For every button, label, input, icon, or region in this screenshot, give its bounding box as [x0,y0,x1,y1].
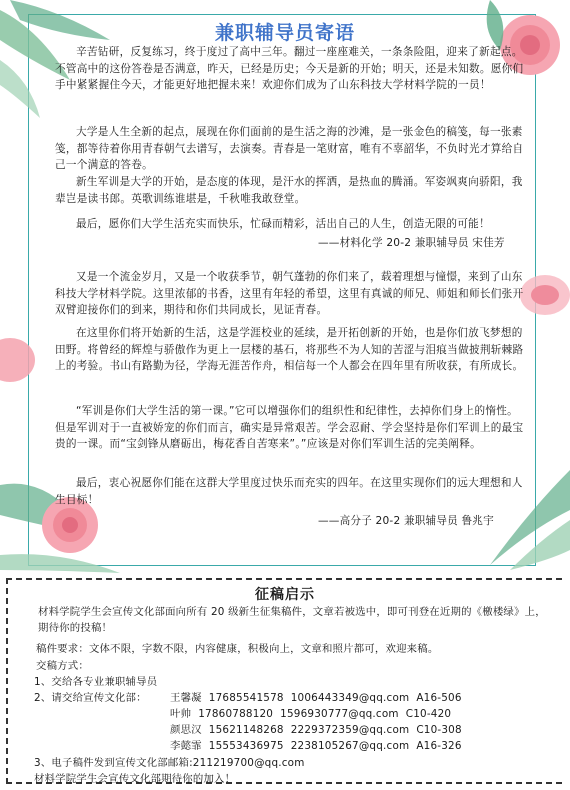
letter1-paragraph-2: 大学是人生全新的起点，展现在你们面前的是生活之海的沙滩，是一张金色的稿笺，每一张素笺，都等待着你用青春朝气去谱写，去演奏。青春是一笔财富，唯有不辜韶华，不负时光才算给自己一个满意的答卷。 [55,126,524,172]
letter2-paragraph-1: 又是一个流金岁月，又是一个收获季节，朝气蓬勃的你们来了，载着理想与憧憬，来到了山东科技大学材料学院。这里浓郁的书香，这里有年轻的希望，这里有真诚的师兄、师姐和师长们张开双臂迎接你们的到来，期待和你们共同成长，见证青春。 [55,271,524,317]
letter2-signature: ——高分子 20-2 兼职辅导员 鲁兆宇 [318,515,494,527]
call-method-3: 3、电子稿件发到宣传文化部邮箱:211219700@qq.com [34,757,305,769]
contact-row [170,721,462,736]
contact-phone: 17860788120 [198,708,274,720]
contact-phone: 15621148268 [208,724,284,736]
contact-phone: 15553436975 [208,740,284,752]
call-methods-label: 交稿方式： [36,660,89,672]
call-method-2: 2、请交给宣传文化部： [34,692,147,704]
bottom-left-rose-icon [0,455,130,575]
contact-name: 颜思汉 [170,724,202,736]
contact-qq[interactable]: 1006443349@qq.com [290,692,410,704]
contact-row [170,705,451,720]
contact-room: A16-506 [416,692,462,704]
letter2-paragraph-3: “军训是你们大学生活的第一课。”它可以增强你们的组织性和纪律性，去掉你们身上的惰性。但是军训对于一直被娇宠的你们而言，确实是异常艰苦。学会忍耐、学会坚持是你们军训上的最宝贵的一课。而“宝剑锋从磨砺出，梅花香自苦寒来”。”应该是对你们军训生活的完美阐释。 [55,405,524,451]
page-title: 兼职辅导员寄语 [214,22,355,44]
contact-qq[interactable]: 1596930777@qq.com [280,708,399,720]
contact-name: 李懿霏 [170,740,202,752]
contact-phone: 17685541578 [208,692,284,704]
mid-left-rose-icon [0,330,40,390]
letter2-paragraph-4: 最后，衷心祝愿你们能在这群大学里度过快乐而充实的四年。在这里实现你们的远大理想和人生目标！ [55,477,523,506]
letter1-paragraph-1: 辛苦钻研，反复练习，终于度过了高中三年。翻过一座座难关，一条条险阻，迎来了新起点。不管高中的这份答卷是否满意，昨天，已经是历史；今天是新的开始；明天，还是未知数。愿你们手中紧紧握住今天，才能更好地把握未来！欢迎你们成为了山东科技大学材料学院的一员！ [55,46,524,92]
contact-name: 王馨凝 [170,692,202,704]
letter1-paragraph-3: 新生军训是大学的开始，是态度的体现，是汗水的挥洒，是热血的腾涌。军姿飒爽向骄阳，我辈岂是读书郎。英歌训练谁堪是，千秋唯我敢登堂。 [55,176,523,205]
contact-name: 叶帅 [170,708,192,720]
contact-room: C10-308 [416,724,462,736]
letter1-paragraph-4: 最后，愿你们大学生活充实而快乐，忙碌而精彩，活出自己的人生，创造无限的可能！ [76,218,490,230]
contact-room: A16-326 [416,740,462,752]
contact-room: C10-420 [405,708,452,720]
call-closing: 材料学院学生会宣传文化部期待你的加入！ [34,773,236,785]
call-method-1: 1、交给各专业兼职辅导员 [34,676,158,688]
contact-qq[interactable]: 2229372359@qq.com [290,724,410,736]
contact-row [170,689,462,704]
letter1-signature: ——材料化学 20-2 兼职辅导员 宋佳芳 [318,237,505,249]
call-requirements: 稿件要求：文体不限，字数不限，内容健康，积极向上，文章和照片都可，欢迎来稿。 [36,643,439,655]
contact-qq[interactable]: 2238105267@qq.com [290,740,410,752]
contact-row [170,737,462,752]
call-title: 征稿启示 [255,587,315,603]
letter2-paragraph-2: 在这里你们将开始新的生活，这是学涯校业的延续，是开拓创新的开始，也是你们放飞梦想的田野。将曾经的辉煌与骄傲作为更上一层楼的基石，将那些不为人知的苦涩与泪痕当做披荆斩棘路上的考验。书山有路勤为径，学海无涯苦作舟，相信每一个人都会在四年里有所收获，有所成长。 [55,327,524,373]
call-intro: 材料学院学生会宣传文化部面向所有 20 级新生征集稿件，文章若被选中，即可刊登在近期的《檄楼绿》上，期待你的投稿！ [38,606,546,634]
